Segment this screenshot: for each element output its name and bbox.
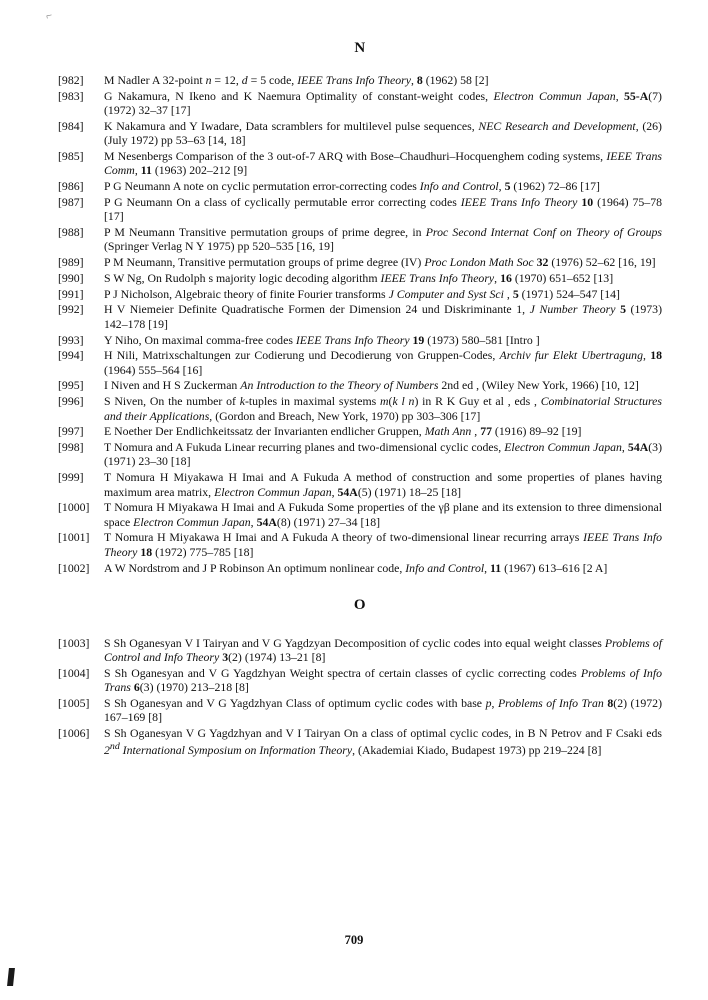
- entry-text: A W Nordstrom and J P Robinson An optimum nonlinear code, Info and Control, 11 (1967) 613–616 [2 A]: [104, 560, 608, 575]
- entry-text: G Nakamura, N Ikeno and K Naemura Optimality of constant-weight codes, Electron Commun Japan, 55-A(7) (1972) 32–37 [17]: [104, 88, 662, 118]
- entry-number: [996]: [58, 394, 84, 409]
- entry-number: [983]: [58, 88, 84, 103]
- bibliography-entry: [58, 271, 662, 285]
- entry-text: S Sh Oganesyan V I Tairyan and V G Yagdzyan Decomposition of cyclic codes into equal weight classes Problems of Control and Info Theory 3(2) (1974) 13–21 [8]: [104, 635, 663, 665]
- bibliography-entry: [58, 636, 662, 665]
- entry-number: [984]: [58, 118, 84, 133]
- entry-text: T Nomura H Miyakawa H Imai and A Fukuda A method of construction and some properties of planes having maximum area matrix, Electron Commun Japan, 54A(5) (1971) 18–25 [18]: [104, 470, 662, 499]
- bibliography-entry: [58, 333, 662, 347]
- entry-text: S Niven, On the number of k-tuples in maximal systems m(k l n) in R K Guy et al , eds , Combinatorial Structures and their Applications, (Gordon and Breach, New York, 1970) pp 303–306 [17]: [104, 394, 663, 423]
- entry-text: S Sh Oganesyan V G Yagdzhyan and V I Tairyan On a class of optimal cyclic codes, in B N Petrov and F Csaki eds 2nd International Symposium on Information Theory, (Akademiai Kiado, Budapest 1973) pp 219–224 [8]: [104, 726, 662, 758]
- entry-number: [995]: [58, 378, 84, 393]
- entry-text: T Nomura H Miyakawa H Imai and A Fukuda A theory of two-dimensional linear recurring arrays IEEE Trans Info Theory 18 (1972) 775–785 [18]: [104, 530, 662, 559]
- scan-corner-mark: ⌐: [44, 9, 54, 23]
- section-heading-o: O: [353, 596, 367, 613]
- entry-number: [988]: [58, 224, 84, 239]
- bibliography-entry: [58, 179, 662, 193]
- entry-text: H Nili, Matrixschaltungen zur Codierung und Decodierung von Gruppen-Codes, Archiv fur Elekt Ubertragung, 18 (1964) 555–564 [16]: [104, 348, 663, 377]
- bibliography-entry: [58, 726, 662, 758]
- entry-number: [992]: [58, 302, 84, 317]
- entry-number: [986]: [58, 179, 84, 194]
- entry-text: K Nakamura and Y Iwadare, Data scramblers for multilevel pulse sequences, NEC Research and Development, (26) (July 1972) pp 53–63 [14, 18]: [104, 118, 662, 148]
- entry-text: M Nesenbergs Comparison of the 3 out-of-7 ARQ with Bose–Chaudhuri–Hocquenghem coding systems, IEEE Trans Comm, 11 (1963) 202–212 [9]: [104, 148, 662, 178]
- bibliography-entry: [58, 302, 662, 331]
- entry-number: [1005]: [58, 695, 90, 710]
- bibliography-entry: [58, 500, 662, 529]
- entry-text: E Noether Der Endlichkeitssatz der Invarianten endlicher Gruppen, Math Ann , 77 (1916) 89–92 [19]: [104, 424, 582, 439]
- bibliography-entry: [58, 348, 662, 377]
- entry-text: Y Niho, On maximal comma-free codes IEEE Trans Info Theory 19 (1973) 580–581 [Intro ]: [104, 332, 540, 347]
- bibliography-entry: [58, 195, 662, 224]
- entry-text: S W Ng, On Rudolph s majority logic decoding algorithm IEEE Trans Info Theory, 16 (1970) 651–652 [13]: [104, 270, 614, 285]
- entry-text: I Niven and H S Zuckerman An Introduction to the Theory of Numbers 2nd ed , (Wiley New York, 1966) [10, 12]: [104, 378, 639, 393]
- entry-text: P M Neumann Transitive permutation groups of prime degree, in Proc Second Internat Conf on Theory of Groups (Springer Verlag N Y 1975) pp 520–535 [16, 19]: [104, 224, 662, 254]
- entry-number: [991]: [58, 286, 84, 301]
- entry-number: [1002]: [58, 560, 90, 575]
- entry-text: P M Neumann, Transitive permutation groups of prime degree (IV) Proc London Math Soc 32 (1976) 52–62 [16, 19]: [104, 255, 656, 270]
- bibliography-list-o: [58, 636, 662, 758]
- entry-text: T Nomura and A Fukuda Linear recurring planes and two-dimensional cyclic codes, Electron Commun Japan, 54A(3) (1971) 23–30 [18]: [104, 440, 663, 469]
- entry-text: S Sh Oganesyan and V G Yagdzhyan Class of optimum cyclic codes with base p, Problems of Info Tran 8(2) (1972) 167–169 [8]: [104, 695, 663, 725]
- scan-edge-mark: [7, 968, 15, 986]
- entry-number: [987]: [58, 194, 84, 209]
- bibliography-entry: [58, 666, 662, 695]
- bibliography-entry: [58, 89, 662, 118]
- entry-text: H V Niemeier Definite Quadratische Formen der Dimension 24 und Diskriminante 1, J Number Theory 5 (1973) 142–178 [19]: [104, 302, 662, 331]
- bibliography-entry: [58, 696, 662, 725]
- entry-text: P G Neumann A note on cyclic permutation error-correcting codes Info and Control, 5 (1962) 72–86 [17]: [104, 179, 600, 194]
- entry-text: P G Neumann On a class of cyclically permutable error correcting codes IEEE Trans Info Theory 10 (1964) 75–78 [17]: [104, 194, 662, 224]
- entry-number: [994]: [58, 348, 84, 363]
- bibliography-entry: [58, 530, 662, 559]
- entry-number: [997]: [58, 424, 84, 439]
- entry-number: [1000]: [58, 500, 90, 515]
- entry-number: [982]: [58, 73, 84, 87]
- entry-number: [985]: [58, 148, 84, 163]
- entry-number: [1006]: [58, 726, 90, 741]
- bibliography-entry: [58, 378, 662, 392]
- entry-text: T Nomura H Miyakawa H Imai and A Fukuda Some properties of the γβ plane and its extension to three dimensional space Electron Commun Japan, 54A(8) (1971) 27–34 [18]: [104, 500, 662, 529]
- bibliography-entry: [58, 394, 662, 423]
- entry-number: [1001]: [58, 530, 90, 545]
- entry-text: M Nadler A 32-point n = 12, d = 5 code, IEEE Trans Info Theory, 8 (1962) 58 [2]: [104, 73, 489, 87]
- page-number: 709: [344, 933, 364, 947]
- bibliography-entry: [58, 561, 662, 575]
- bibliography-entry: [58, 119, 662, 148]
- entry-number: [1003]: [58, 635, 90, 650]
- bibliography-entry: [58, 470, 662, 499]
- bibliography-entry: [58, 440, 662, 469]
- bibliography-entry: [58, 287, 662, 301]
- bibliography-list-n: [58, 73, 662, 575]
- entry-number: [990]: [58, 270, 84, 285]
- entry-number: [998]: [58, 440, 84, 455]
- entry-number: [999]: [58, 470, 84, 485]
- bibliography-entry: [58, 424, 662, 438]
- bibliography-entry: [58, 225, 662, 254]
- entry-text: S Sh Oganesyan and V G Yagdzhyan Weight spectra of certain classes of cyclic correcting codes Problems of Info Trans 6(3) (1970) 213–218 [8]: [104, 665, 662, 695]
- entry-number: [1004]: [58, 665, 90, 680]
- entry-number: [989]: [58, 255, 84, 270]
- section-heading-n: N: [354, 40, 366, 56]
- bibliography-entry: [58, 73, 662, 87]
- entry-text: P J Nicholson, Algebraic theory of finite Fourier transforms J Computer and Syst Sci , 5 (1971) 524–547 [14]: [104, 286, 620, 301]
- bibliography-entry: [58, 149, 662, 178]
- entry-number: [993]: [58, 332, 84, 347]
- bibliography-entry: [58, 255, 662, 269]
